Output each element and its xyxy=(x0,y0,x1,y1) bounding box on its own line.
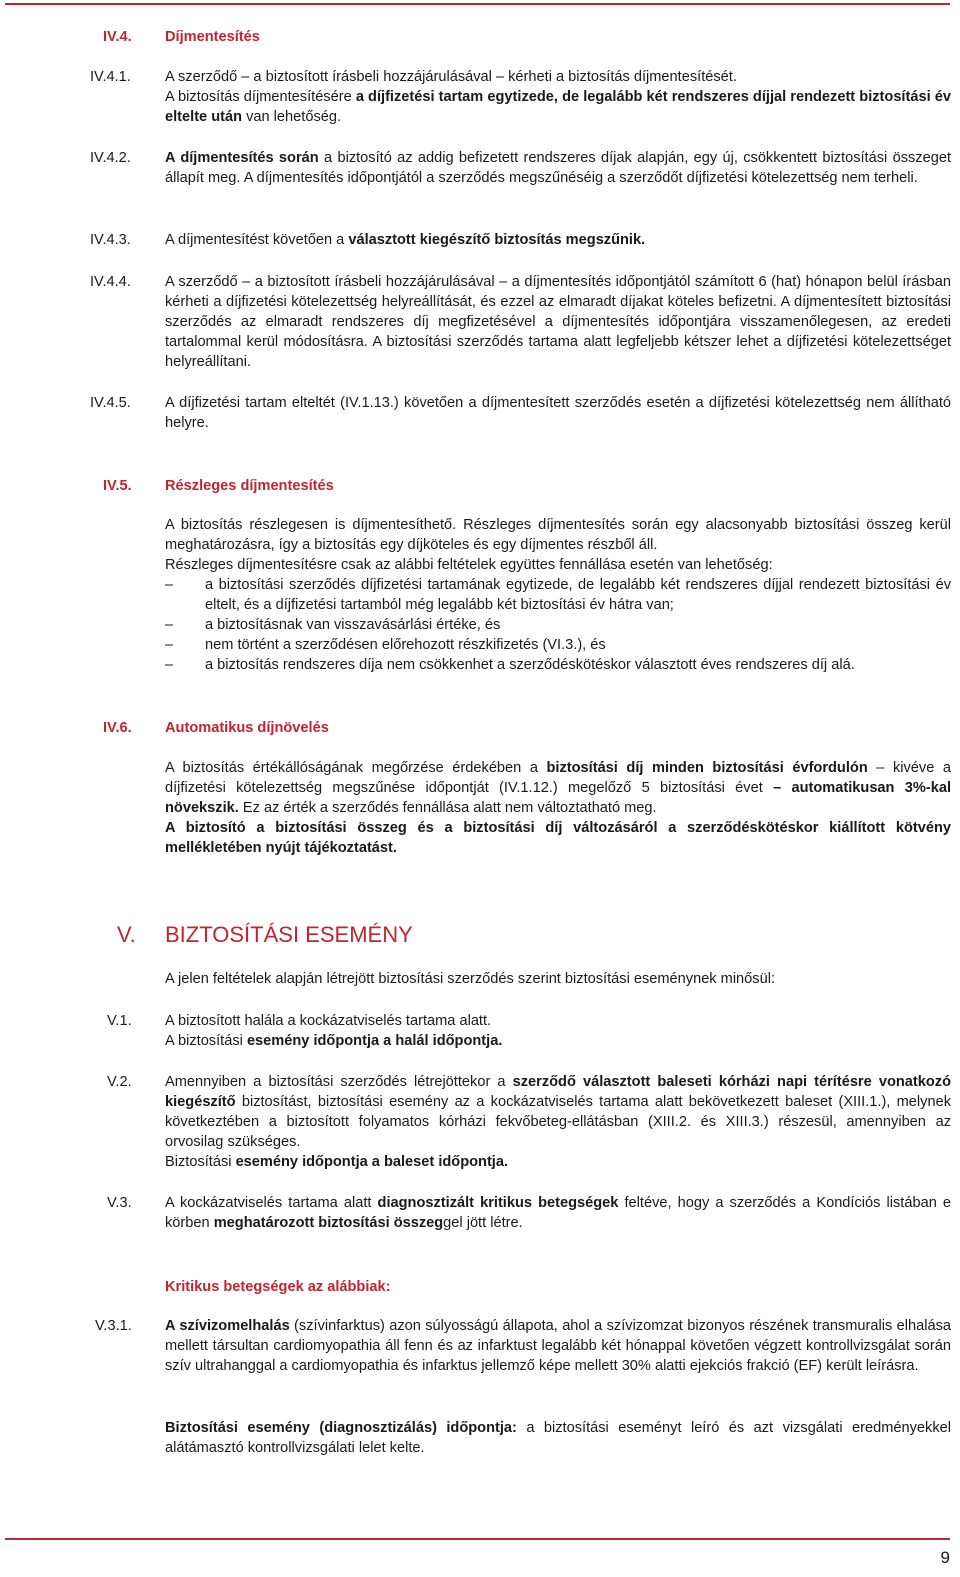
chapter-number: V. xyxy=(117,922,136,947)
item-number: IV.4.1. xyxy=(90,69,131,85)
paragraph: A szerződő – a biztosított írásbeli hozzájárulásával – kérheti a biztosítás díjmentesítését. xyxy=(165,69,737,85)
dash-bullet: – xyxy=(165,657,174,673)
section-number: IV.4. xyxy=(103,29,132,45)
paragraph: A biztosítás díjmentesítésére a díjfizetési tartam egytizede, de legalább két rendszeres díjjal rendezett biztosítási év eltelte után van lehetőség. xyxy=(165,89,951,125)
section-number: IV.6. xyxy=(103,720,132,736)
dash-bullet: – xyxy=(165,617,174,633)
condition-list xyxy=(165,575,951,675)
dash-bullet: – xyxy=(165,637,174,653)
list-item: – a biztosításnak van visszavásárlási értéke, és xyxy=(165,617,501,633)
section-body: A biztosítás értékállóságának megőrzése érdekében a biztosítási díj minden biztosítási évfordulón – kivéve a díjfizetési kötelezettség megszűnése időpontját (IV.1.12.) megelőző 5 biztosítási évet – automatikusan 3%-kal növekszik. Ez az érték a szerződés fennállása alatt nem változtatható meg. A biztosító a biztosítási összeg és a biztosítási díj változásáról a szerződéskötéskor kiállított kötvény mellékletében nyújt tájékoztatást. xyxy=(165,760,951,856)
item-text: Biztosítási esemény (diagnosztizálás) időpontja: a biztosítási eseményt leíró és azt vizsgálati eredményekkel alátámasztó kontrollvizsgálati lelet kelte. xyxy=(165,1420,951,1456)
section-title: Automatikus díjnövelés xyxy=(165,720,329,736)
item-number: IV.4.4. xyxy=(90,274,131,290)
item-number: V.2. xyxy=(107,1074,132,1090)
paragraph: A biztosítás részlegesen is díjmentesíthető. Részleges díjmentesítés során egy alacsonyabb biztosítási összeg kerül meghatározásra, így a biztosítás egy díjköteles és egy díjmentes részből áll. xyxy=(165,517,951,553)
item-text: A szívizomelhalás (szívinfarktus) azon súlyosságú állapota, ahol a szívizomzat bizonyos részének transmuralis elhalása mellett társultan cardiomyopathia áll fenn és az infarktust legalább két hónappal követően végzett kontrollvizsgálat során szív ultrahanggal a cardiomyopathia és infarktus jellemző képe mellett 30% alatti ejekciós frakció (EF) került leírásra. xyxy=(165,1318,951,1374)
section-title: Díjmentesítés xyxy=(165,29,260,45)
list-item: – a biztosítás rendszeres díja nem csökkenhet a szerződéskötéskor választott éves rendszeres díj alá. xyxy=(165,657,855,673)
chapter-title: BIZTOSÍTÁSI ESEMÉNY xyxy=(165,922,413,947)
item-number: V.3.1. xyxy=(95,1318,132,1334)
critical-illness-heading: Kritikus betegségek az alábbiak: xyxy=(165,1279,391,1295)
item-number: V.3. xyxy=(107,1195,132,1211)
item-text: A díjmentesítés során a biztosító az addig befizetett rendszeres díjak alapján, egy új, csökkentett biztosítási összeget állapít meg. A díjmentesítés időpontjától a szerződés megszűnéséig a szerződőt díjfizetési kötelezettség nem terheli. xyxy=(165,150,952,186)
item-text: A biztosított halála a kockázatviselés tartama alatt. A biztosítási esemény időpontja a halál időpontja. xyxy=(165,1013,503,1049)
item-text: A szerződő – a biztosított írásbeli hozzájárulásával – a díjmentesítés időpontjától számított 6 (hat) hónapon belül írásban kérheti a díjfizetési kötelezettség helyreállítását, és ezzel az elmaradt díjakat köteles befizetni. A díjmentesített biztosítási szerződés az elmaradt rendszeres díj megfizetésével a díjmentesítés időpontjára visszamenőlegesen, az eredeti tartalommal kerül módosításra. A biztosítási szerződés tartama alatt legfeljebb kétszer lehet a díjfizetési kötelezettséget helyreállítani. xyxy=(165,274,951,370)
section-body xyxy=(165,515,951,675)
item-text: A díjmentesítést követően a választott kiegészítő biztosítás megszűnik. xyxy=(165,232,646,248)
section-number: IV.5. xyxy=(103,478,132,494)
top-rule xyxy=(5,3,950,5)
section-title: Részleges díjmentesítés xyxy=(165,478,334,494)
paragraph: Részleges díjmentesítésre csak az alábbi feltételek együttes fennállása esetén van lehetőség: xyxy=(165,557,773,573)
list-item: – nem történt a szerződésen előrehozott részkifizetés (VI.3.), és xyxy=(165,637,606,653)
item-text: A kockázatviselés tartama alatt diagnosztizált kritikus betegségek feltéve, hogy a szerződés a Kondíciós listában e körben meghatározott biztosítási összeggel jött létre. xyxy=(165,1195,952,1231)
item-number: IV.4.3. xyxy=(90,232,131,248)
chapter-intro: A jelen feltételek alapján létrejött biztosítási szerződés szerint biztosítási eseménynek minősül: xyxy=(165,971,776,987)
bottom-rule xyxy=(5,1538,950,1540)
list-item: – a biztosítási szerződés díjfizetési tartamának egytizede, de legalább két rendszeres díjjal rendezett biztosítási év eltelt, és a díjfizetési tartamból még legalább két biztosítási év hátra van; xyxy=(165,577,951,613)
item-text: Amennyiben a biztosítási szerződés létrejöttekor a szerződő választott baleseti kórházi napi térítésre vonatkozó kiegészítő biztosítást, biztosítási esemény az a kockázatviselés tartama alatt bekövetkezett baleset (XIII.1.), melynek következtében a biztosított folyamatos kórházi fekvőbeteg-ellátásban (XIII.2. és XIII.3.) részesül, amennyiben az orvosilag szükséges. Biztosítási esemény időpontja a baleset időpontja. xyxy=(165,1074,951,1170)
item-number: V.1. xyxy=(107,1013,132,1029)
page-number: 9 xyxy=(940,1548,950,1567)
item-text xyxy=(165,67,951,127)
item-number: IV.4.5. xyxy=(90,395,131,411)
item-number: IV.4.2. xyxy=(90,150,131,166)
item-text: A díjfizetési tartam elteltét (IV.1.13.) követően a díjmentesített szerződés esetén a díjfizetési kötelezettség nem állítható helyre. xyxy=(165,395,951,431)
dash-bullet: – xyxy=(165,577,174,593)
